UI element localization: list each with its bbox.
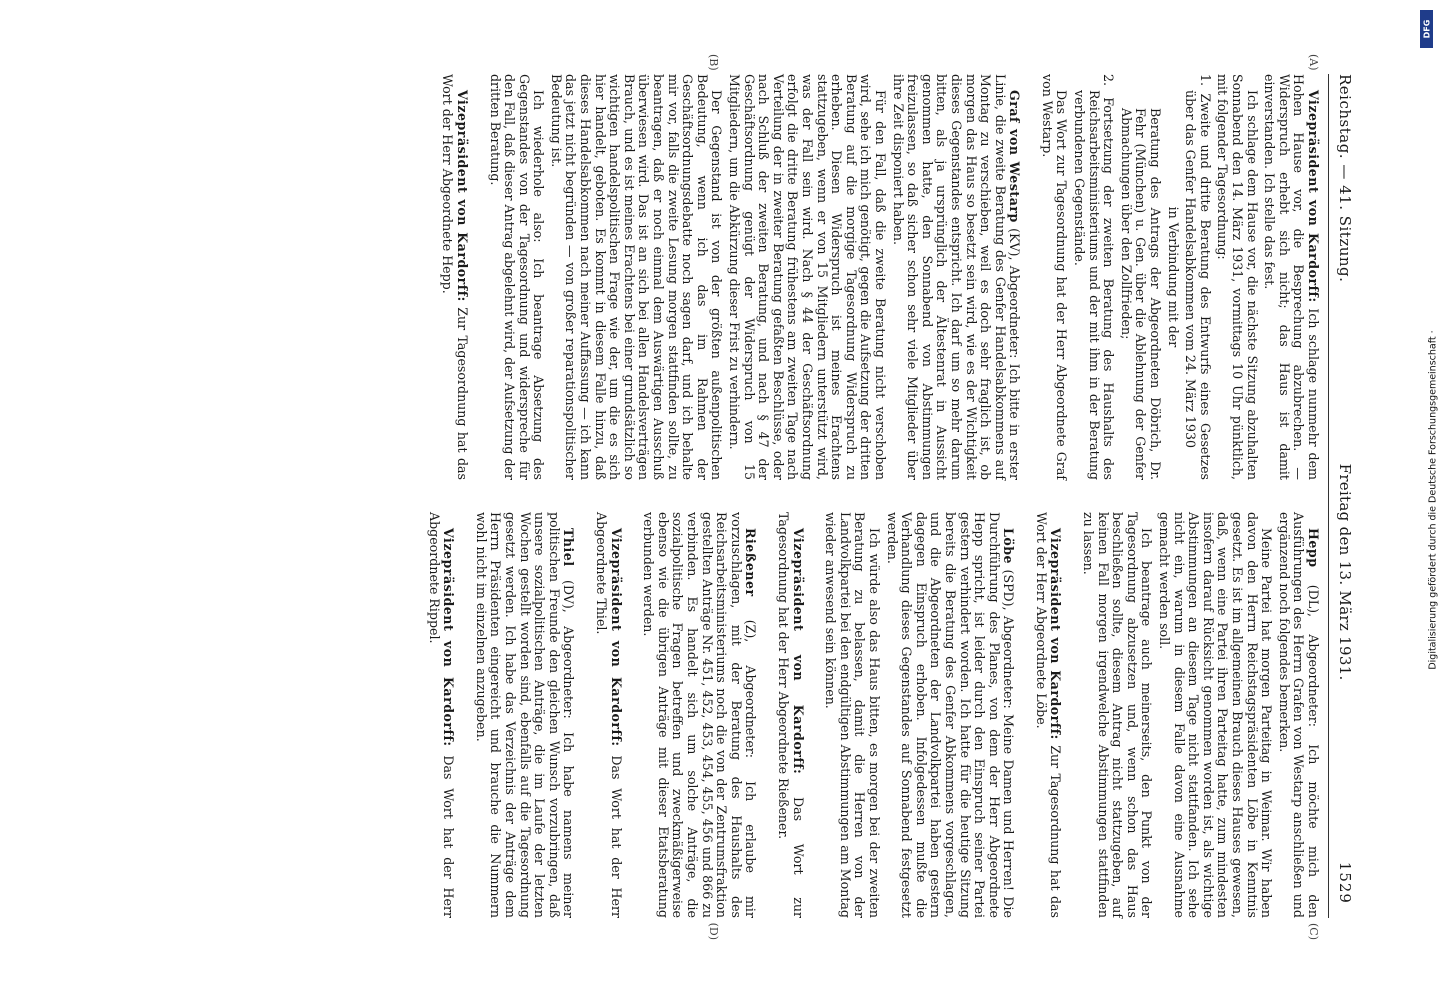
- paragraph: Meine Partei hat morgen Parteitag in Weimar. Wir haben davon den Herrn Reichstagspräsidenten Löbe in Kenntnis gesetzt. Es ist im allgemeinen Brauch dieses Hauses gewesen, daß, wenn eine Partei ihren Parteitag hatte, zum mindesten insofern darauf Rücksicht genommen worden ist, als wichtige Abstimmungen an diesem Tage nicht stattfanden. Ich sehe nicht ein, warum in diesem Falle davon eine Ausnahme gemacht werden soll.: [1157, 512, 1275, 918]
- paragraph: [593, 512, 622, 918]
- paragraph: Ich schlage dem Hause vor, die nächste Sitzung abzuhalten Sonnabend den 14. März 1931, vormittags 10 Uhr pünktlich, mit folgender Tagesordnung:: [1215, 74, 1260, 480]
- dfg-logo: DFG: [1420, 10, 1433, 48]
- speaker-name: Hepp: [1306, 528, 1321, 568]
- page-number: 1529: [1336, 861, 1354, 904]
- speaker-name: Löbe: [1001, 528, 1017, 565]
- paragraph: [884, 512, 1015, 918]
- margin-marker-a: (A): [1307, 54, 1320, 71]
- paragraph: [775, 512, 804, 918]
- paragraph-text: (SPD), Abgeordneter: Meine Damen und Herren! Die Durchführung des Planes, von dem der Herr Abgeordnete Hepp spricht, ist leider durch den Einspruch seiner Partei gestern verhindert worden. Ich hatte für die heutige Sitzung bereits die Beratung des Genfer Abkommens vorgeschlagen, und die Abgeordneten der Landvolkpartei haben gestern dagegen Einspruch erhoben. Infolgedessen mußte die Verhandlung dieses Gegenstandes auf Sonnabend festgesetzt werden.: [884, 512, 1017, 918]
- margin-marker-c: (C): [1307, 923, 1320, 940]
- paragraph: Ich beantrage auch meinerseits, den Punkt von der Tagesordnung abzusetzen und, wenn schon das Haus beschließen sollte, diesem Antrag nicht stattzugeben, auf keinen Fall morgen irgendwelche Abstimmungen stattfinden zu lassen.: [1081, 512, 1155, 918]
- digitization-credit: Digitalisierung gefördert durch die Deutsche Forschungsgemeinschaft ·: [1427, 330, 1439, 670]
- paragraph: [641, 512, 758, 918]
- paragraph-text: Das Wort hat der Herr Abgeordnete Rippel.: [426, 512, 457, 918]
- paragraph-text: Ich schlage nunmehr dem Hohen Hause vor, die Besprechung abzubrechen. — Widerspruch erhebt sich nicht; das Haus ist damit einverstanden. Ich stelle das fest.: [1262, 74, 1321, 480]
- paragraph: [473, 512, 575, 918]
- paragraph-text: Das Wort zur Tagesordnung hat der Herr Abgeordnete Rießener.: [776, 512, 806, 918]
- speaker-name: Vizepräsident von Kardorff:: [441, 528, 457, 747]
- speaker-name: Vizepräsident von Kardorff:: [608, 528, 624, 747]
- agenda-item-1: [1183, 74, 1212, 480]
- paragraph: Ich würde also das Haus bitten, es morgen bei der zweiten Beratung zu belassen, damit die Herren von der Landvolkpartei bei den endgültigen Abstimmungen am Montag wieder anwesend sein können.: [823, 512, 882, 918]
- speaker-name: Graf von Westarp: [1007, 90, 1023, 223]
- header-date: Freitag den 13. März 1931.: [1336, 463, 1354, 681]
- text-columns: [135, 54, 1321, 940]
- paragraph-text: (DL), Abgeordneter: Ich möchte mich den Ausführungen des Herrn Grafen von Westarp anschließen und ergänzend noch folgendes bemerken.: [1276, 512, 1321, 918]
- left-column: [135, 54, 1321, 480]
- agenda-item-1-sub: Beratung des Antrags der Abgeordneten Döbrich, Dr. Fehr (München) u. Gen. über die Ablehnung der Genfer Abmachungen über den Zollfrieden;: [1118, 108, 1164, 480]
- paragraph-text: Zur Tagesordnung hat das Wort der Herr Abgeordnete Hepp.: [440, 74, 470, 480]
- speaker-name: Vizepräsident von Kardorff:: [1048, 528, 1064, 740]
- speaker-name: Thiel: [561, 528, 577, 567]
- paragraph: [440, 74, 469, 480]
- paragraph: [1262, 74, 1320, 480]
- agenda-item-number: 1.: [1197, 74, 1213, 87]
- paragraph: Das Wort zur Tagesordnung hat der Herr Abgeordnete Graf von Westarp.: [1039, 74, 1070, 480]
- paragraph-text: (KV), Abgeordneter: Ich bitte in erster Linie, die zweite Beratung des Genfer Handelsabkommens auf Montag zu verschieben, weil es doch sehr fraglich ist, ob morgen das Haus so besetzt sein wird, wie es der Wichtigkeit dieses Gegenstandes entspricht. Ich darf um so mehr darum bitten, als ja ursprünglich der Ältestenrat in Aussicht genommen hatte, den Sonnabend von Abstimmungen freizulassen, so daß sicher schon sehr viele Mitglieder über ihre Zeit disponiert haben.: [890, 74, 1023, 480]
- reichstag-protocol-page: [72, 50, 1362, 950]
- agenda-item-text: Fortsetzung der zweiten Beratung des Haushalts des Reichsarbeitsministeriums und der mit ihm in der Beratung verbundenen Gegenstände.: [1072, 90, 1117, 480]
- speaker-name: Rießener: [743, 528, 759, 597]
- speaker-name: Vizepräsident von Kardorff:: [1306, 90, 1321, 303]
- right-column: [135, 512, 1321, 940]
- header-rule: [1328, 74, 1329, 918]
- header-session: Reichstag. — 41. Sitzung.: [1336, 74, 1354, 283]
- paragraph-text: Das Wort hat der Herr Abgeordnete Thiel.: [594, 512, 624, 918]
- paragraph: Der Gegenstand ist von der größten außenpolitischen Bedeutung, wenn ich das im Rahmen der Geschäftsordnungsdebatte noch sagen darf, und ich behalte mir vor, falls die zweite Lesung morgen stattfinden sollte, zu beantragen, daß er noch einmal dem Auswärtigen Ausschuß überwiesen wird. Das ist an sich bei allen Handelsverträgen Brauch, und es ist meines Erachtens bei einer grundsätzlich so wichtigen handelspolitischen Frage wie der, um die es sich hier handelt, geboten. Es kommt in diesem Falle hinzu, daß dieses Handelsabkommen nach meiner Auffassung — ich kann das jetzt nicht begründen — von großer reparationspolitischer Bedeutung ist.: [548, 74, 725, 480]
- margin-marker-b: (B): [707, 54, 720, 71]
- paragraph: Ich wiederhole also: Ich beantrage Absetzung des Gegenstandes von der Tagesordnung und widerspreche für den Fall, daß dieser Antrag abgelehnt wird, der Aufsetzung der dritten Beratung.: [487, 74, 547, 480]
- speaker-name: Vizepräsident von Kardorff:: [790, 528, 806, 775]
- paragraph: [1033, 512, 1062, 918]
- paragraph-text: (DV), Abgeordneter: Ich habe namens meiner politischen Freunde den gleichen Wunsch vorzubringen, daß unsere sozialpolitischen Anträge, die im Laufe der letzten Wochen gestellt worden sind, ebenfalls auf die Tagesordnung gesetzt werden. Ich habe das Verzeichnis der Anträge dem Herrn Präsidenten eingereicht und brauche die Nummern wohl nicht im einzelnen anzugeben.: [473, 512, 577, 918]
- agenda-connector: in Verbindung mit der: [1165, 206, 1181, 348]
- page-header: [1332, 74, 1354, 918]
- paragraph: [1276, 512, 1320, 918]
- agenda-item-2: [1072, 74, 1116, 480]
- speaker-name: Vizepräsident von Kardorff:: [454, 90, 470, 302]
- paragraph: Für den Fall, daß die zweite Beratung nicht verschoben wird, sehe ich mich genötigt, gegen die Aufsetzung der dritten Beratung auf die morgige Tagesordnung Widerspruch zu erheben. Diesen Widerspruch ist meines Erachtens stattzugeben, wenn er von 15 Mitgliedern unterstützt wird, was der Fall sein wird. Nach § 44 der Geschäftsordnung erfolgt die dritte Beratung frühestens am zweiten Tage nach Verteilung der in zweiter Beratung gefaßten Beschlüsse, oder nach Schluß der zweiten Beratung, und nach § 47 der Geschäftsordnung genügt der Widerspruch von 15 Mitgliedern, um die Abkürzung dieser Frist zu verhindern.: [727, 74, 888, 480]
- paragraph: [890, 74, 1021, 480]
- agenda-item-text: Zweite und dritte Beratung des Entwurfs eines Gesetzes über das Genfer Handelsabkommen vom 24. März 1930: [1183, 90, 1213, 480]
- agenda-item-number: 2.: [1101, 74, 1117, 87]
- paragraph-text: (Z), Abgeordneter: Ich erlaube mir vorzuschlagen, mit der Beratung des Haushalts des Reichsarbeitsministeriums noch die von der Zentrumsfraktion gestellten Anträge Nr. 451, 452, 453, 454, 455, 456 und 866 zu verbinden. Es handelt sich um solche Anträge, die sozialpolitische Fragen betreffen und zweckmäßigerweise ebenso wie die übrigen Anträge mit dieser Etatsberatung verbunden werden.: [641, 512, 759, 918]
- paragraph-text: Zur Tagesordnung hat das Wort der Herr Abgeordnete Löbe.: [1033, 512, 1064, 918]
- paragraph: [426, 512, 455, 918]
- margin-marker-d: (D): [707, 922, 720, 940]
